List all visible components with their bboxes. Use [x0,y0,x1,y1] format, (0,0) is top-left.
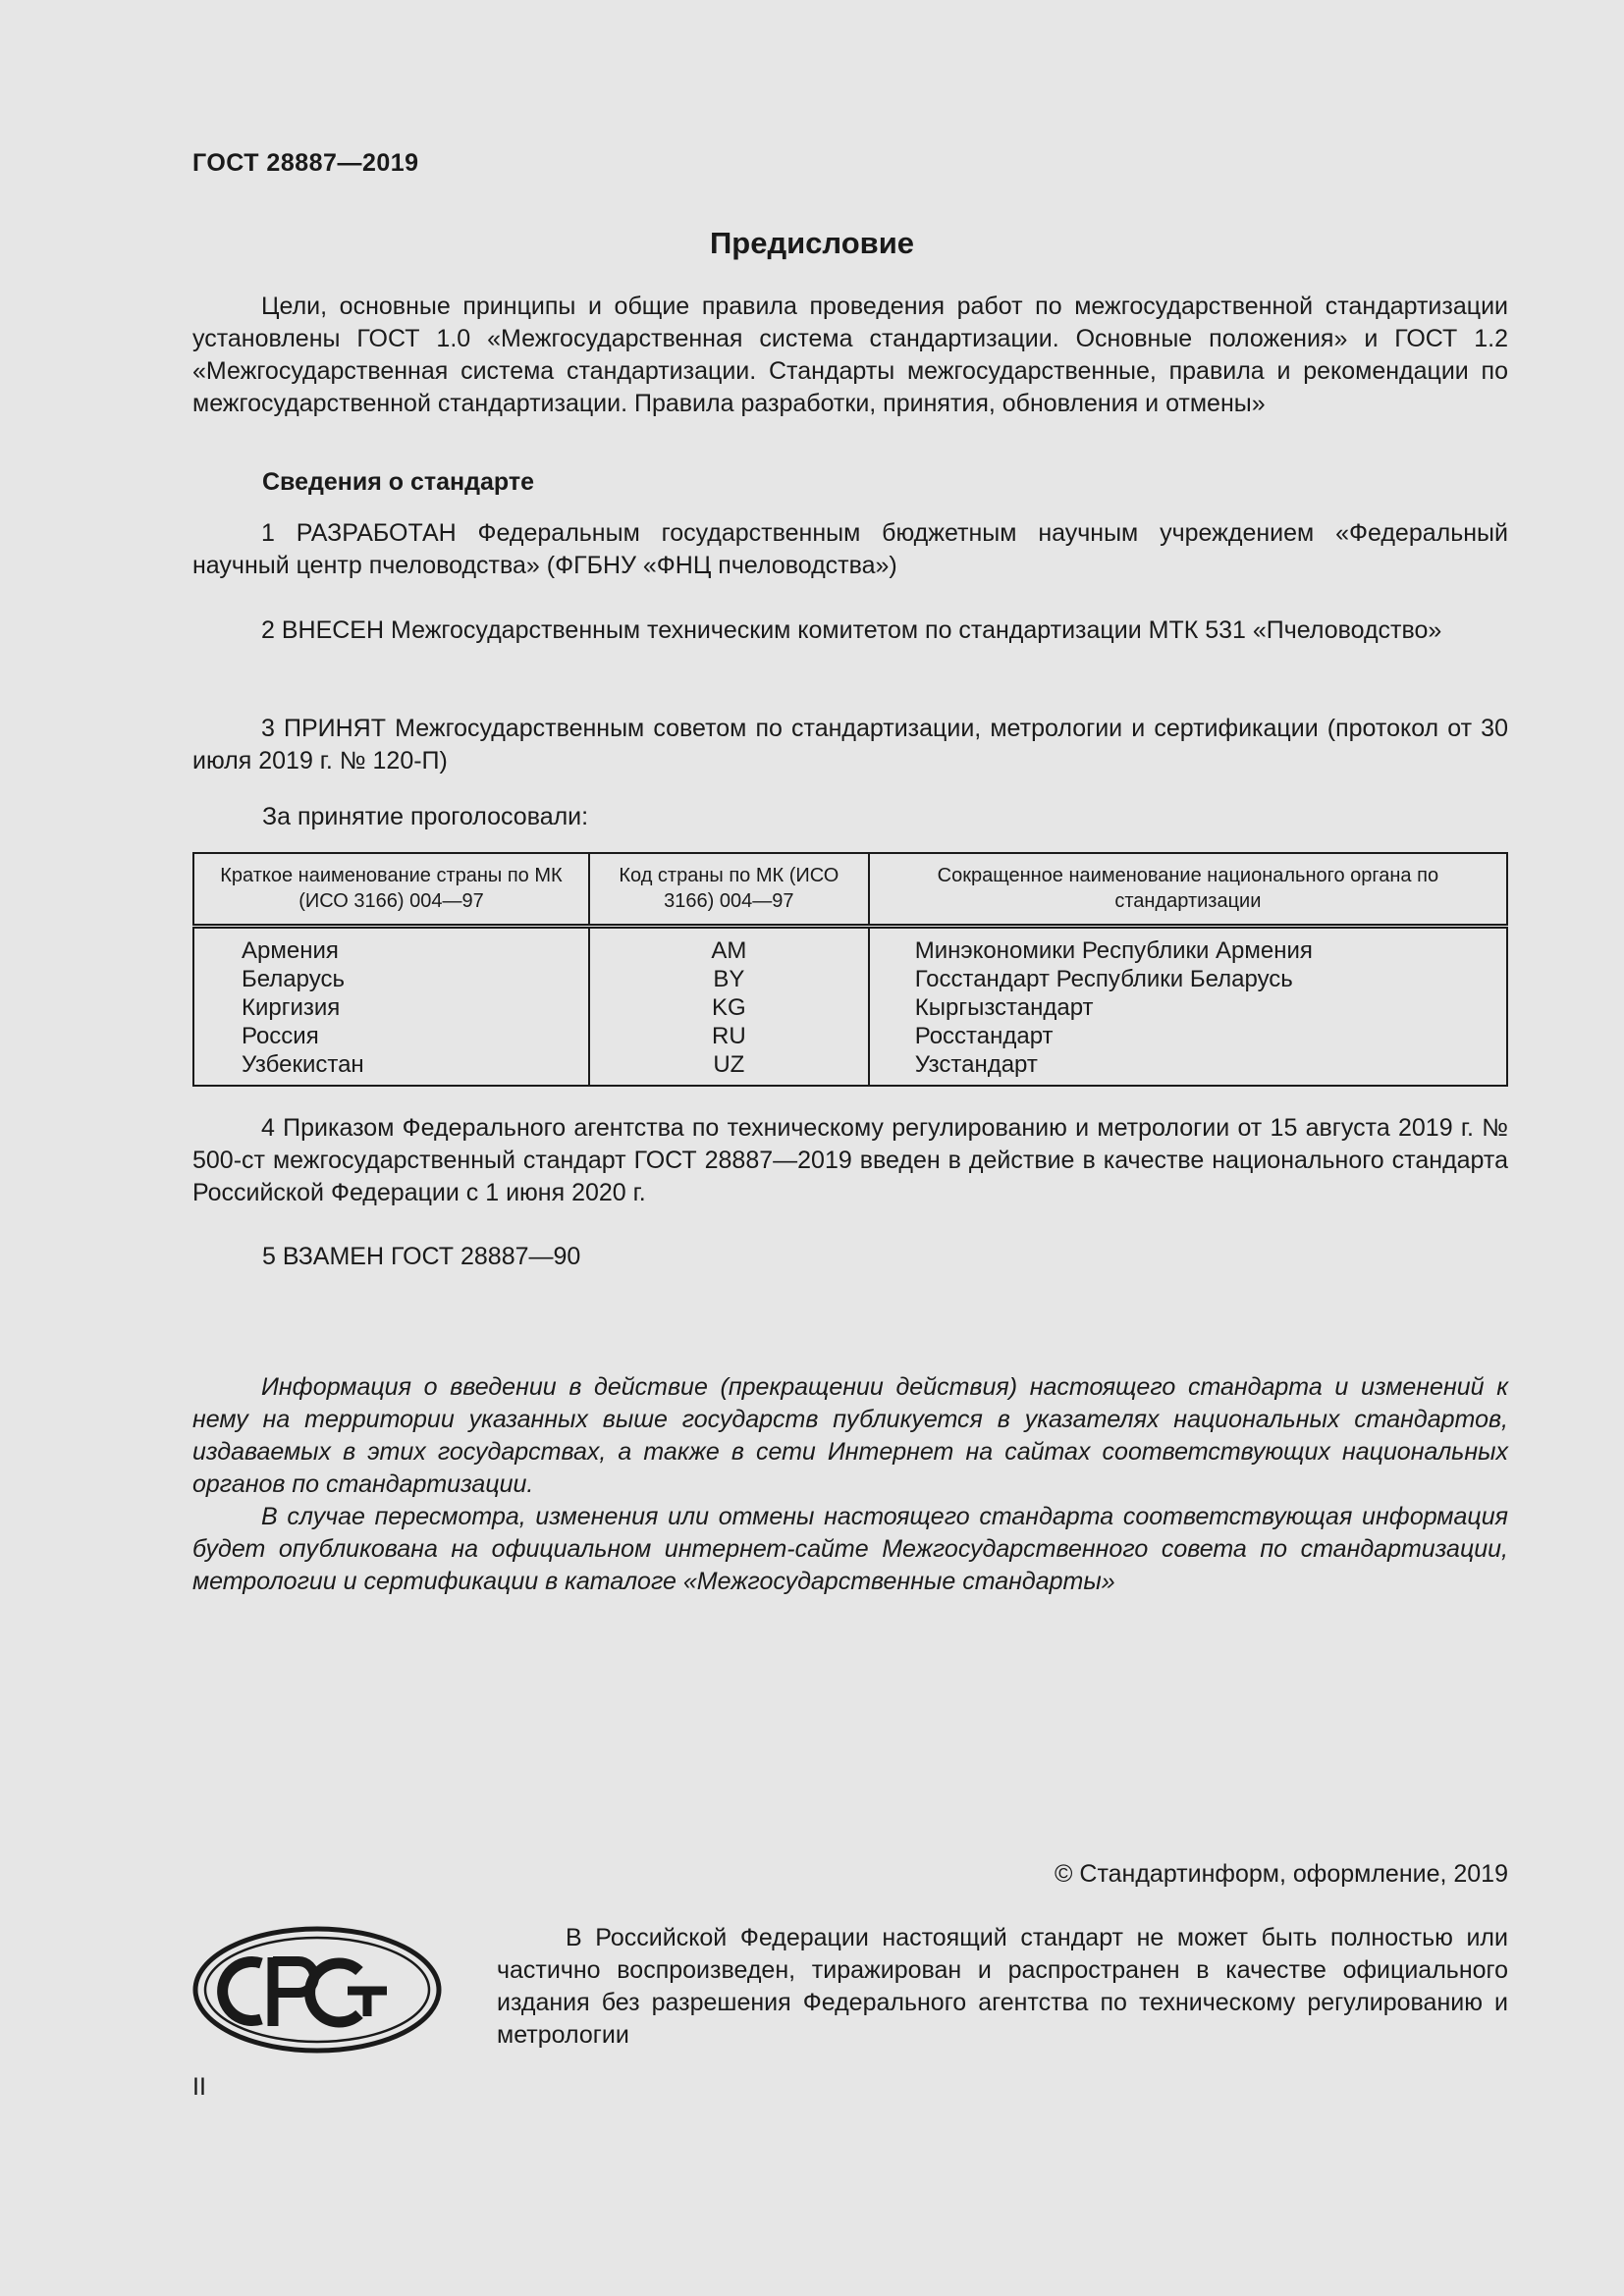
body-column [869,927,1507,1087]
countries-table [192,852,1508,1087]
info-paragraph: В случае пересмотра, изменения или отмены настоящего стандарта соответствующая информация будет опубликована на официальном интернет-сайте Межгосударственного совета по стандартизации, метрологии и сертификации в каталоге «Межгосударственные стандарты» [192,1503,1508,1595]
standard-info-heading: Сведения о стандарте [262,468,535,496]
page-title: Предисловие [709,226,914,260]
item-replaces: 5 ВЗАМЕН ГОСТ 28887—90 [262,1243,581,1270]
item-submitted-text: 2 ВНЕСЕН Межгосударственным техническим комитетом по стандартизации МТК 531 «Пчеловодство» [261,616,1442,644]
standards-body: Узстандарт [914,1051,1038,1078]
copyright-notice-text: В Российской Федерации настоящий стандарт не может быть полностью или частично воспроизведен, тиражирован и распространен в качестве официального издания без разрешения Федерального агентства по техническому регулированию и метрологии [497,1924,1508,2049]
rst-certification-mark-icon [192,1926,442,2054]
item-enacted [192,1112,1508,1209]
table-row [193,927,1507,1087]
item-adopted-text: 3 ПРИНЯТ Межгосударственным советом по стандартизации, метрологии и сертификации (протокол от 30 июля 2019 г. № 120-П) [192,715,1508,774]
item-developed [192,517,1508,582]
preamble-section [192,291,1508,420]
table-header-row [193,853,1507,927]
country-name: Киргизия [242,994,341,1021]
standards-body: Росстандарт [914,1023,1054,1049]
item-developed-text: 1 РАЗРАБОТАН Федеральным государственным бюджетным научным учреждением «Федеральный научный центр пчеловодства» (ФГБНУ «ФНЦ пчеловодства») [192,519,1508,579]
country-column [193,927,589,1087]
header-body: Сокращенное наименование национального органа по стандартизации [869,853,1507,927]
country-name: Армения [242,937,339,964]
document-code: ГОСТ 28887—2019 [192,149,419,177]
header-country: Краткое наименование страны по МК (ИСО 3166) 004—97 [193,853,589,927]
info-notice [192,1371,1508,1598]
info-paragraph: Информация о введении в действие (прекращении действия) настоящего стандарта и изменений к нему на территории указанных выше государств публикуется в указателях национальных стандартов, издаваемых в этих государствах, а также в сети Интернет на сайтах соответствующих национальных органов по стандартизации. [192,1373,1508,1498]
country-code: KG [711,994,746,1021]
country-name: Беларусь [242,966,345,992]
code-column [589,927,869,1087]
country-code: BY [713,966,745,992]
standards-body: Госстандарт Республики Беларусь [914,966,1293,992]
item-adopted [192,713,1508,777]
copyright-line: © Стандартинформ, оформление, 2019 [1055,1860,1508,1888]
standards-body: Кыргызстандарт [914,994,1094,1021]
page-number: II [192,2073,206,2101]
country-code: UZ [713,1051,745,1078]
country-name: Узбекистан [242,1051,364,1078]
country-code: AM [711,937,747,964]
copyright-notice [497,1922,1508,2052]
item-submitted [192,614,1508,647]
country-code: RU [712,1023,746,1049]
item-enacted-text: 4 Приказом Федерального агентства по техническому регулированию и метрологии от 15 августа 2019 г. № 500-ст межгосударственный стандарт ГОСТ 28887—2019 введен в действие в качестве национального стандарта Российской Федерации с 1 июня 2020 г. [192,1114,1508,1206]
preamble-paragraph: Цели, основные принципы и общие правила проведения работ по межгосударственной стандартизации установлены ГОСТ 1.0 «Межгосударственная система стандартизации. Основные положения» и ГОСТ 1.2 «Межгосударственная система стандартизации. Стандарты межгосударственные, правила и рекомендации по межгосударственной стандартизации. Правила разработки, принятия, обновления и отмены» [192,293,1508,417]
country-name: Россия [242,1023,319,1049]
voted-label: За принятие проголосовали: [262,803,589,830]
header-code: Код страны по МК (ИСО 3166) 004—97 [589,853,869,927]
standards-body: Минэкономики Республики Армения [914,937,1313,964]
